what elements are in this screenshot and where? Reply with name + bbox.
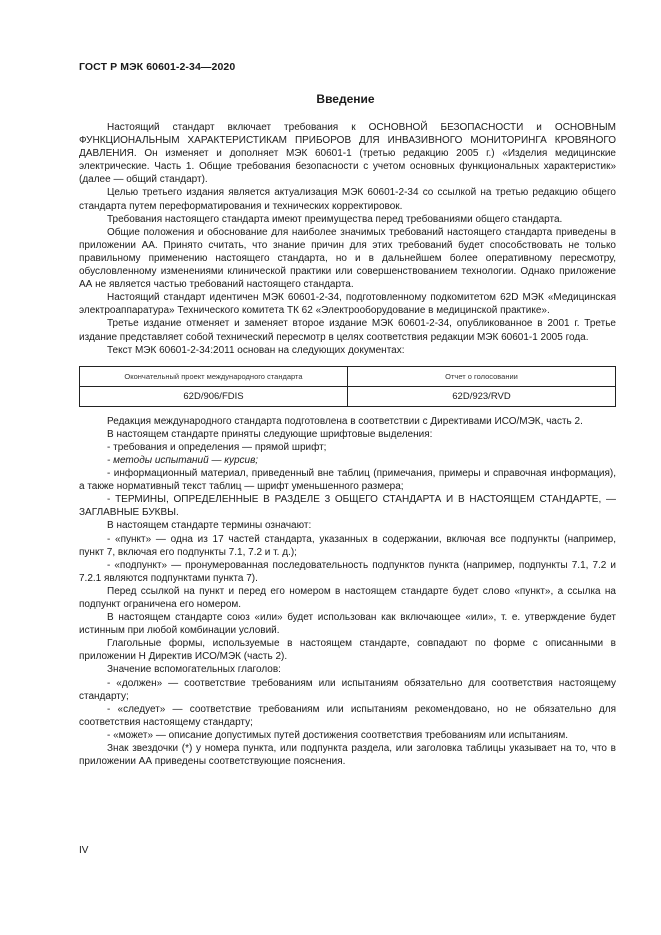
paragraph: Настоящий стандарт включает требования к ОСНОВНОЙ БЕЗОПАСНОСТИ и ОСНОВНЫМ ФУНКЦИОНАЛЬНЫМ ХАРАКТЕРИСТИКАМ ПРИБОРОВ ДЛЯ ИНВАЗИВНОГО МОНИТОРИНГА КРОВЯНОГО ДАВЛЕНИЯ. Он изменяет и дополняет МЭК 60601-1 (третью редакцию 2005 г.) «Изделия медицинские электрические. Часть 1. Общие требования безопасности с учетом основных функциональных характеристик» (далее — общий стандарт). — [79, 122, 616, 186]
paragraph: Требования настоящего стандарта имеют преимущества перед требованиями общего стандарта. — [107, 213, 563, 225]
paragraph: Текст МЭК 60601-2-34:2011 основан на следующих документах: — [107, 344, 405, 356]
paragraph: В настоящем стандарте союз «или» будет использован как включающее «или», т. е. утверждение будет истинным при любой комбинации условий. — [79, 612, 616, 637]
list-item: - требования и определения — прямой шрифт; — [107, 441, 327, 453]
paragraph: В настоящем стандарте приняты следующие шрифтовые выделения: — [107, 428, 433, 440]
table-cell: 62D/906/FDIS — [80, 386, 348, 406]
table-cell: 62D/923/RVD — [348, 386, 616, 406]
paragraph: Знак звездочки (*) у номера пункта, или подпункта раздела, или заголовка таблицы указывает на то, что в приложении АА приведены соответствующие пояснения. — [79, 743, 616, 768]
document-header: ГОСТ Р МЭК 60601-2-34—2020 — [79, 61, 236, 73]
section-title: Введение — [316, 92, 375, 106]
table-row — [80, 386, 616, 406]
documents-table — [79, 366, 616, 407]
list-item: - методы испытаний — курсив; — [107, 454, 259, 466]
list-item: - «следует» — соответствие требованиям или испытаниям рекомендовано, но не обязательно для соответствия настоящему стандарту; — [79, 703, 616, 728]
paragraph: Настоящий стандарт идентичен МЭК 60601-2-34, подготовленному подкомитетом 62D МЭК «Медицинская электроаппаратура» Технического комитета ТК 62 «Электрооборудование в медицинской практике». — [79, 292, 616, 317]
paragraph: Целью третьего издания является актуализация МЭК 60601-2-34 со ссылкой на третью редакцию общего стандарта путем переформатирования и технических корректировок. — [79, 187, 616, 212]
page-number: IV — [79, 845, 89, 856]
table-header-row — [80, 366, 616, 386]
paragraph: Значение вспомогательных глаголов: — [107, 664, 281, 676]
list-item: - информационный материал, приведенный вне таблиц (примечания, примеры и справочная информация), а также нормативный текст таблиц — шрифт уменьшенного размера; — [79, 468, 616, 493]
paragraph: Общие положения и обоснование для наиболее значимых требований настоящего стандарта приведены в приложении АА. Принято считать, что знание причин для этих требований будет способствовать не только правильному применению настоящего стандарта, но и в дальнейшем более оперативному пересмотру, обусловленному изменениями клинической практики или совершенствованием технологии. Однако приложение АА не является частью требований настоящего стандарта. — [79, 226, 616, 291]
paragraph: Третье издание отменяет и заменяет второе издание МЭК 60601-2-34, опубликованное в 2001 г. Третье издание представляет собой технический пересмотр в целях соответствия редакции МЭК 60601-1 2005 года. — [79, 318, 616, 343]
paragraph: Глагольные формы, используемые в настоящем стандарте, совпадают по форме с описанными в приложении Н Директив ИСО/МЭК (часть 2). — [79, 638, 616, 663]
paragraph: Перед ссылкой на пункт и перед его номером в настоящем стандарте будет слово «пункт», а ссылка на подпункт ограничена его номером. — [79, 585, 616, 610]
list-item: - «пункт» — одна из 17 частей стандарта, указанных в содержании, включая все подпункты (например, пункт 7, включая его подпункты 7.1, 7.2 и т. д.); — [79, 533, 616, 558]
list-item: - «может» — описание допустимых путей достижения соответствия требованиям или испытаниям. — [107, 729, 568, 741]
list-item: - ТЕРМИНЫ, ОПРЕДЕЛЕННЫЕ В РАЗДЕЛЕ 3 ОБЩЕГО СТАНДАРТА И В НАСТОЯЩЕМ СТАНДАРТЕ, — ЗАГЛАВНЫЕ БУКВЫ. — [79, 494, 616, 519]
list-item: - «подпункт» — пронумерованная последовательность подпунктов пункта (например, подпункты 7.1, 7.2 и 7.2.1 являются подпунктами пункта 7). — [79, 559, 616, 584]
list-item: - «должен» — соответствие требованиям или испытаниям обязательно для соответствия настоящему стандарту; — [79, 677, 616, 702]
paragraph: В настоящем стандарте термины означают: — [107, 520, 312, 532]
table-header-cell: Окончательный проект международного стандарта — [80, 366, 348, 386]
paragraph: Редакция международного стандарта подготовлена в соответствии с Директивами ИСО/МЭК, часть 2. — [107, 415, 583, 427]
document-body — [79, 121, 616, 768]
table-header-cell: Отчет о голосовании — [348, 366, 616, 386]
